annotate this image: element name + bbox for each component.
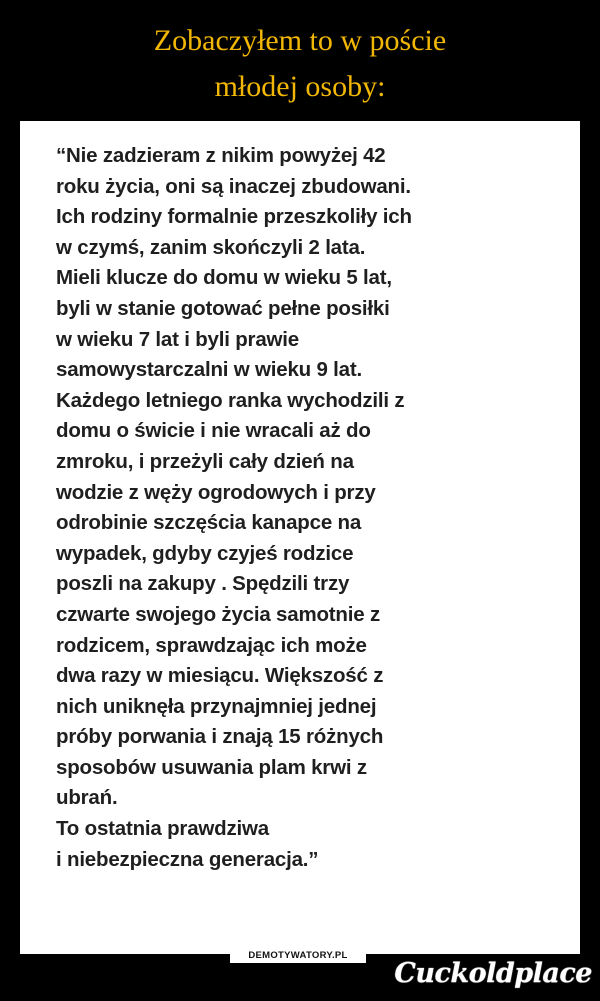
quote-line: poszli na zakupy . Spędzili trzy <box>56 572 350 596</box>
quote-line: dwa razy w miesiącu. Większość z <box>56 664 384 688</box>
quote-line: próby porwania i znają 15 różnych <box>56 725 384 749</box>
title-line-1: Zobaczyłem to w poście <box>153 24 447 57</box>
quote-line: wypadek, gdyby czyjeś rodzice <box>56 541 354 565</box>
quote-line: domu o świcie i nie wracali aż do <box>56 419 371 443</box>
quote-line: “Nie zadzieram z nikim powyżej 42 <box>56 144 386 167</box>
quote-line: w wieku 7 lat i byli prawie <box>56 327 299 351</box>
quote-text <box>56 141 576 875</box>
quote-line: roku życia, oni są inaczej zbudowani. <box>56 174 411 198</box>
meme-title <box>0 18 600 110</box>
quote-line: samowystarczalni w wieku 9 lat. <box>56 358 362 382</box>
quote-line: zmroku, i przeżyli cały dzień na <box>56 449 354 473</box>
quote-panel <box>20 121 580 954</box>
quote-line: Ich rodziny formalnie przeszkoliły ich <box>56 205 412 229</box>
site-watermark: DEMOTYWATORY.PL <box>230 949 366 963</box>
quote-line: To ostatnia prawdziwa <box>56 817 269 841</box>
quote-line: odrobinie szczęścia kanapce na <box>56 511 362 535</box>
quote-line: Każdego letniego ranka wychodzili z <box>56 388 405 412</box>
quote-line: nich uniknęła przynajmniej jednej <box>56 694 377 718</box>
quote-line: ubrań. <box>56 786 118 810</box>
quote-line: wodzie z węży ogrodowych i przy <box>56 480 376 504</box>
title-line-2: młodej osoby: <box>214 70 386 103</box>
quote-line: czwarte swojego życia samotnie z <box>56 602 380 626</box>
quote-line: rodzicem, sprawdzając ich może <box>56 633 367 657</box>
quote-line: byli w stanie gotować pełne posiłki <box>56 296 390 320</box>
quote-line: sposobów usuwania plam krwi z <box>56 755 367 779</box>
quote-line: i niebezpieczna generacja.” <box>56 847 319 871</box>
quote-line: Mieli klucze do domu w wieku 5 lat, <box>56 266 392 290</box>
brand-logo: Cuckoldplace <box>394 958 592 989</box>
quote-line: w czymś, zanim skończyli 2 lata. <box>56 235 366 259</box>
